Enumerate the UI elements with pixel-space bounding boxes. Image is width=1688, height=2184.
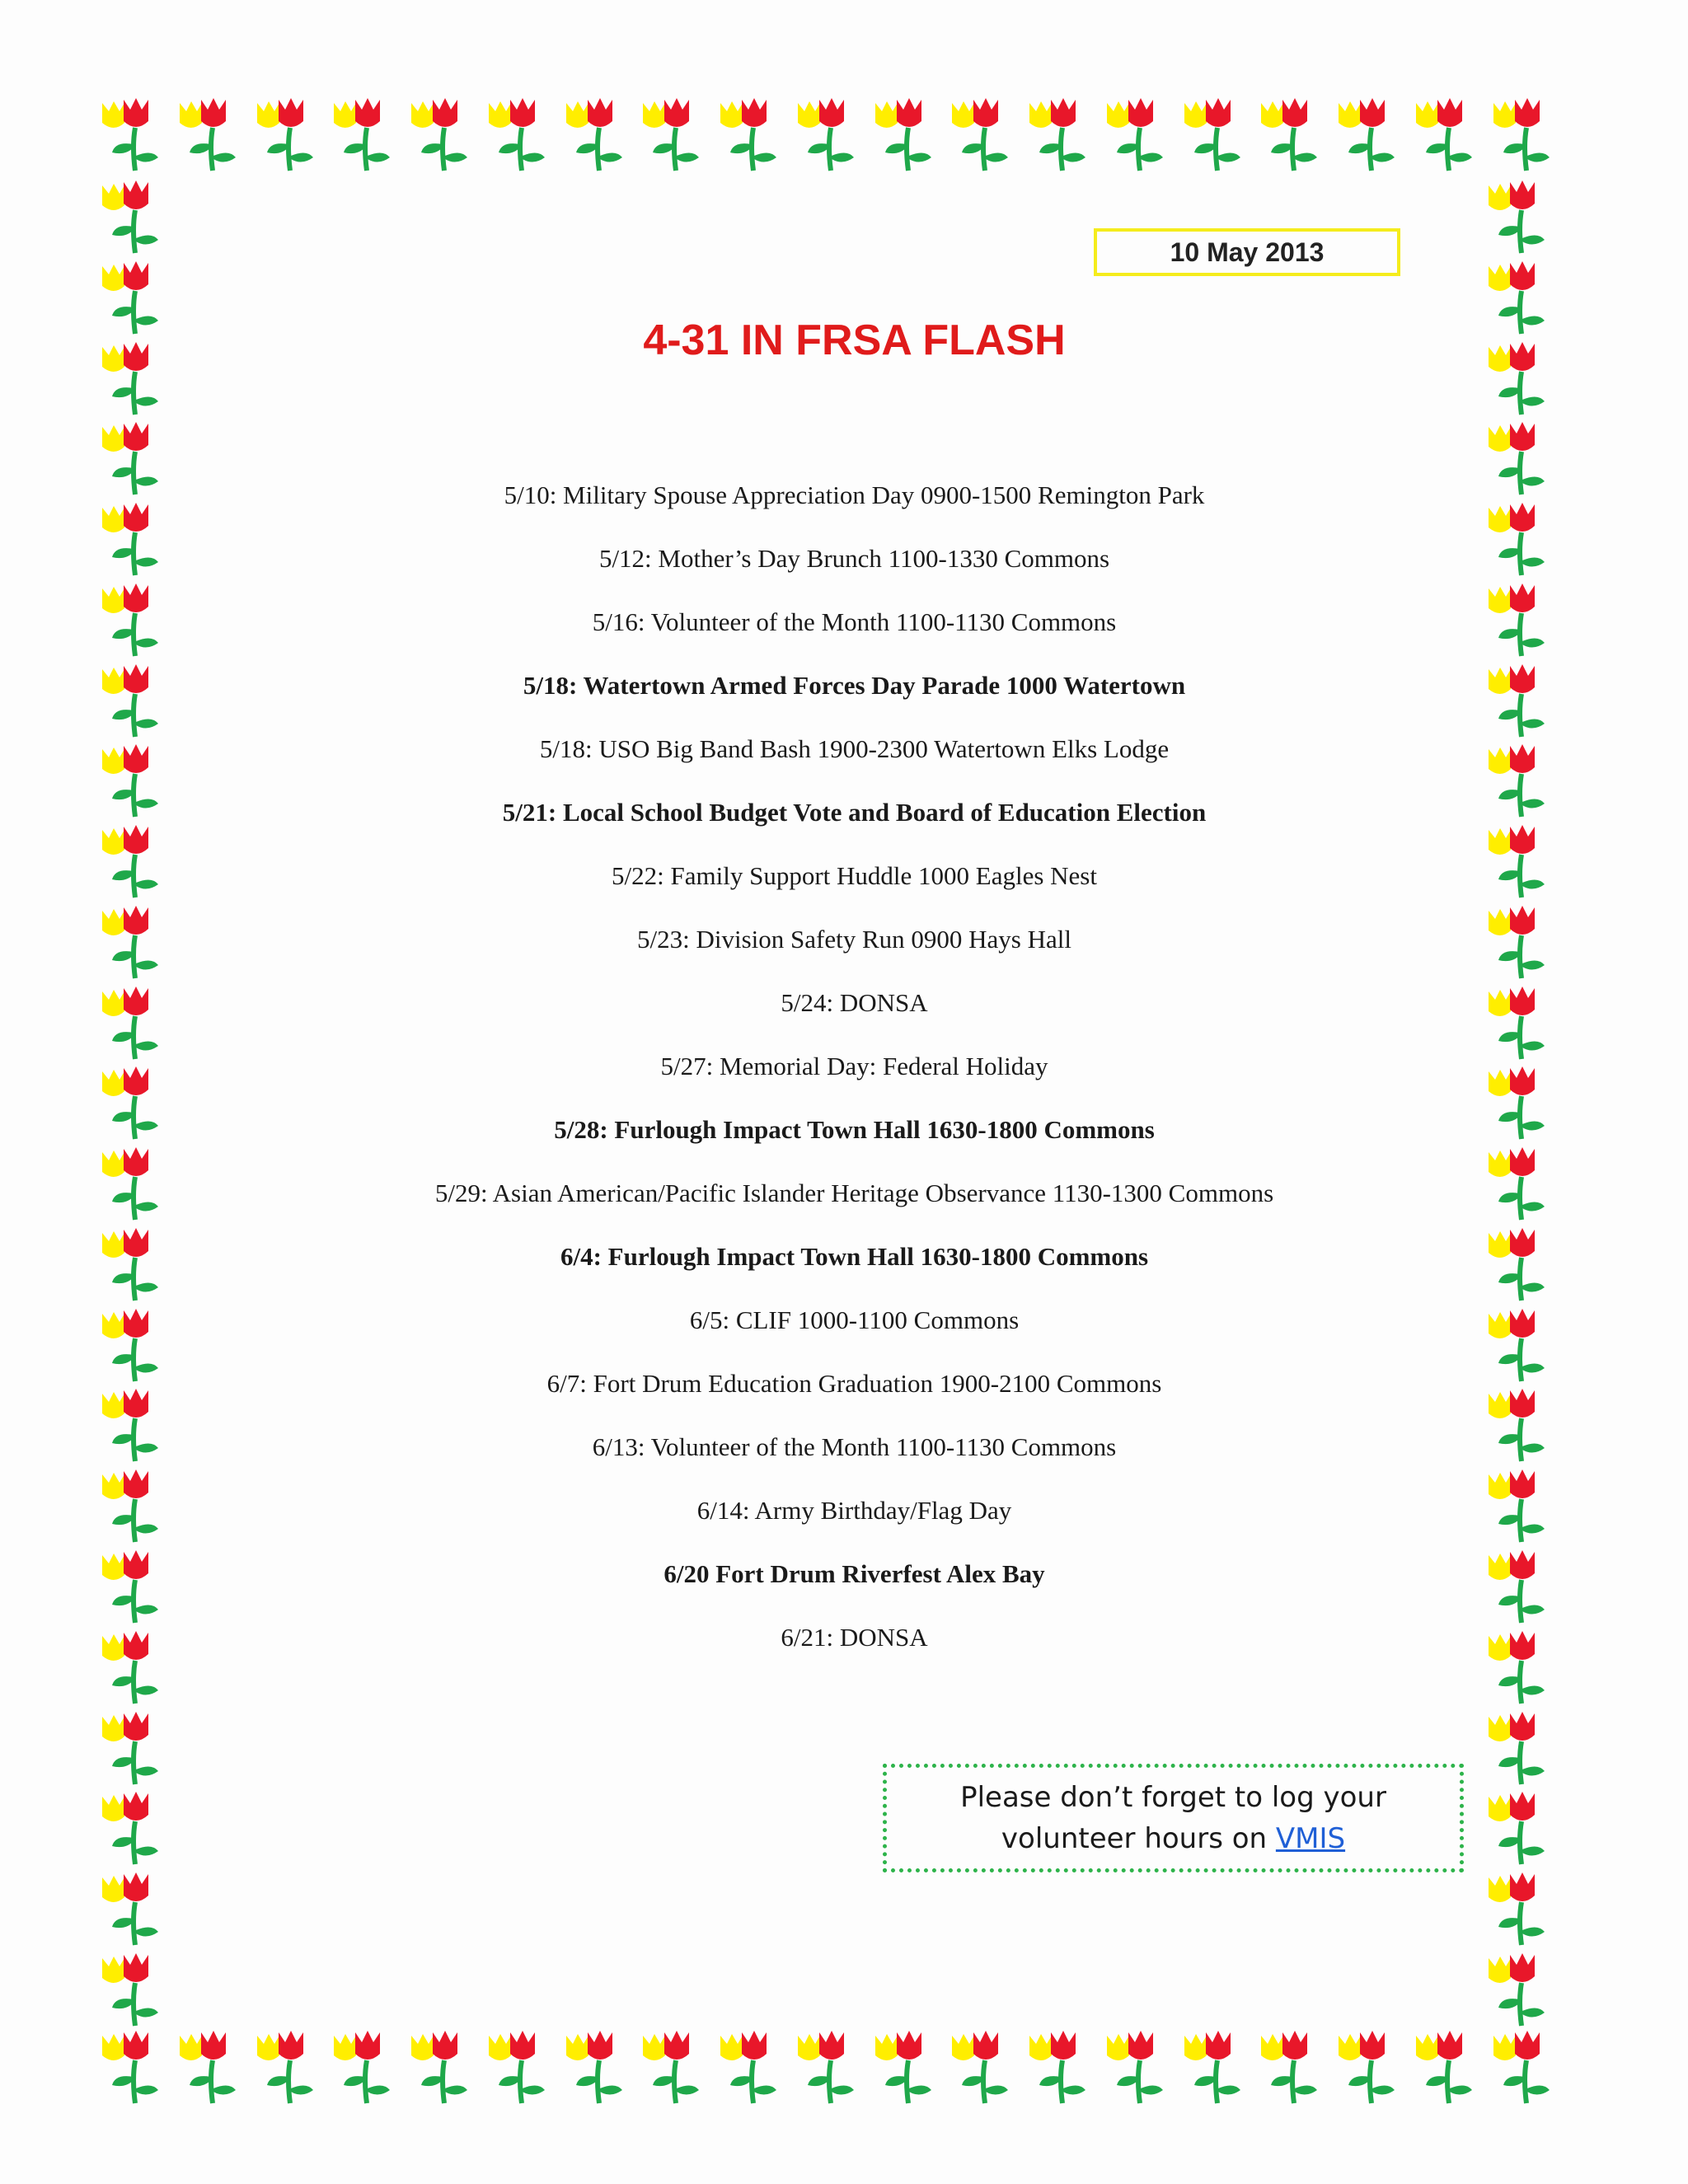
tulip-icon [1484,1628,1558,1705]
page-title: 4-31 IN FRSA FLASH [643,316,1066,364]
tulip-icon [97,983,171,1061]
tulip-icon [97,1305,171,1383]
tulip-icon [97,1385,171,1463]
tulip-icon [1102,95,1176,172]
tulip-icon [97,902,171,980]
tulip-icon [1489,2027,1563,2105]
tulip-icon [1025,2027,1099,2105]
event-item: 5/10: Military Spouse Appreciation Day 0900-1500 Remington Park [504,480,1205,509]
tulip-icon [1334,95,1408,172]
reminder-text-before: Please don’t forget to log your volunteer hours on [960,1781,1386,1855]
tulip-border-bottom [97,2027,1563,2110]
tulip-icon [1484,580,1558,658]
tulip-icon [561,2027,635,2105]
tulip-icon [1484,1466,1558,1544]
event-item: 6/21: DONSA [781,1623,928,1652]
tulip-icon [561,95,635,172]
event-item: 5/28: Furlough Impact Town Hall 1630-1800 Commons [554,1115,1155,1144]
tulip-icon [715,95,790,172]
tulip-icon [175,2027,249,2105]
tulip-icon [870,95,945,172]
event-item: 5/22: Family Support Huddle 1000 Eagles Nest [612,861,1097,890]
tulip-icon [947,95,1021,172]
tulip-icon [1484,822,1558,899]
tulip-icon [406,95,481,172]
tulip-icon [97,822,171,899]
tulip-icon [1484,419,1558,496]
event-item: 6/20 Fort Drum Riverfest Alex Bay [663,1559,1045,1588]
tulip-icon [1484,741,1558,818]
tulip-icon [1484,1385,1558,1463]
tulip-icon [1484,1869,1558,1947]
tulip-icon [947,2027,1021,2105]
event-item: 5/12: Mother’s Day Brunch 1100-1330 Commons [598,544,1110,573]
event-item: 5/27: Memorial Day: Federal Holiday [660,1052,1048,1080]
tulip-icon [1484,1547,1558,1624]
tulip-icon [484,95,558,172]
date-box [1094,228,1400,276]
tulip-icon [97,1144,171,1221]
tulip-icon [638,2027,712,2105]
tulip-icon [329,2027,403,2105]
event-item: 5/23: Division Safety Run 0900 Hays Hall [637,925,1071,954]
tulip-icon [1484,1305,1558,1383]
tulip-icon [1256,95,1330,172]
tulip-icon [97,1708,171,1786]
event-item: 5/24: DONSA [781,988,928,1017]
tulip-icon [638,95,712,172]
tulip-icon [406,2027,481,2105]
vmis-link[interactable]: VMIS [1275,1822,1346,1855]
event-item: 5/21: Local School Budget Vote and Board of Education Election [502,798,1207,827]
tulip-icon [97,1063,171,1141]
tulip-icon [1256,2027,1330,2105]
tulip-icon [870,2027,945,2105]
event-item: 5/29: Asian American/Pacific Islander Heritage Observance 1130-1300 Commons [434,1179,1274,1207]
tulip-icon [1102,2027,1176,2105]
reminder-text [898,1777,1448,1859]
tulip-icon [1484,1950,1558,2027]
event-item: 5/16: Volunteer of the Month 1100-1130 Commons [592,607,1117,636]
tulip-icon [1484,1144,1558,1221]
tulip-border-left [97,177,176,2027]
tulip-icon [793,2027,867,2105]
tulip-border-top [97,95,1563,177]
tulip-icon [97,1950,171,2027]
tulip-icon [484,2027,558,2105]
tulip-icon [1484,499,1558,577]
tulip-icon [97,741,171,818]
tulip-icon [252,2027,326,2105]
event-item: 6/4: Furlough Impact Town Hall 1630-1800 Commons [560,1242,1149,1271]
tulip-icon [715,2027,790,2105]
tulip-icon [1179,2027,1254,2105]
tulip-icon [1484,1225,1558,1302]
event-item: 5/18: Watertown Armed Forces Day Parade 1000 Watertown [523,671,1186,700]
tulip-icon [1484,1063,1558,1141]
tulip-icon [97,95,171,172]
tulip-icon [793,95,867,172]
event-list [247,474,1461,1680]
tulip-border-right [1484,177,1562,2027]
tulip-icon [97,2027,171,2105]
tulip-icon [97,1225,171,1302]
tulip-icon [97,1788,171,1866]
tulip-icon [97,419,171,496]
tulip-icon [1411,2027,1485,2105]
tulip-icon [97,1547,171,1624]
tulip-icon [97,661,171,738]
tulip-icon [1025,95,1099,172]
event-item: 6/14: Army Birthday/Flag Day [696,1496,1012,1525]
volunteer-reminder-box [883,1764,1464,1872]
tulip-icon [175,95,249,172]
tulip-icon [97,1869,171,1947]
tulip-icon [97,580,171,658]
tulip-icon [97,1466,171,1544]
tulip-icon [97,499,171,577]
tulip-icon [1484,661,1558,738]
tulip-icon [1484,902,1558,980]
event-item: 6/7: Fort Drum Education Graduation 1900-2100 Commons [546,1369,1162,1398]
tulip-icon [97,177,171,255]
tulip-icon [1484,1708,1558,1786]
event-item: 5/18: USO Big Band Bash 1900-2300 Watertown Elks Lodge [539,734,1170,763]
tulip-icon [329,95,403,172]
tulip-icon [252,95,326,172]
tulip-icon [1484,983,1558,1061]
event-item: 6/13: Volunteer of the Month 1100-1130 Commons [592,1432,1117,1461]
tulip-icon [1179,95,1254,172]
tulip-icon [1334,2027,1408,2105]
event-item: 6/5: CLIF 1000-1100 Commons [689,1305,1020,1334]
tulip-icon [1411,95,1485,172]
date-label: 10 May 2013 [1170,237,1325,267]
tulip-icon [1484,1788,1558,1866]
tulip-icon [1489,95,1563,172]
tulip-icon [97,1628,171,1705]
tulip-icon [1484,177,1558,255]
